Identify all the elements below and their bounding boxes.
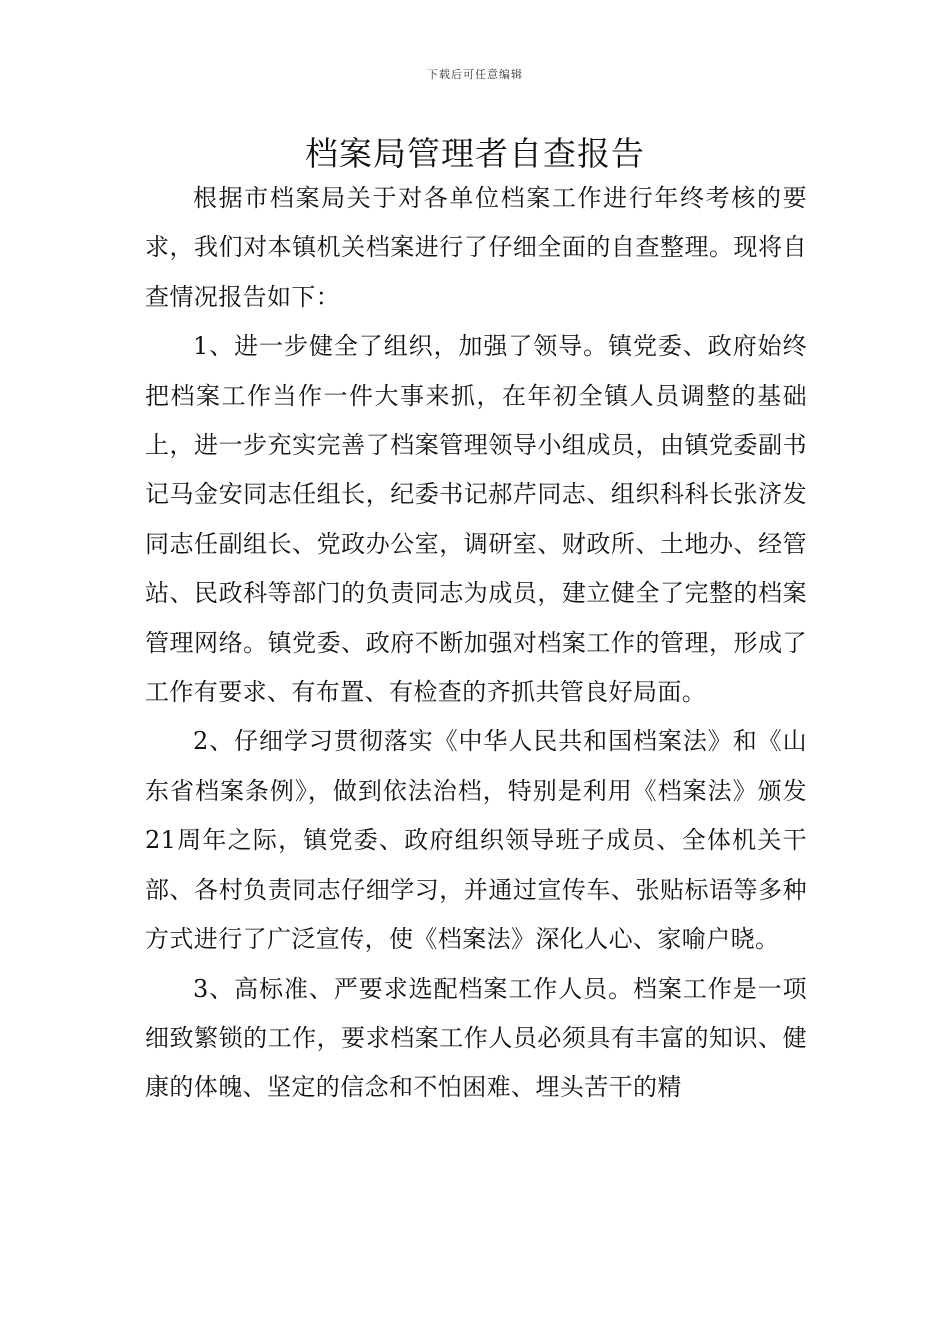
paragraph-item-2: 2、仔细学习贯彻落实《中华人民共和国档案法》和《山东省档案条例》，做到依法治档，特别是利用《档案法》颁发21周年之际，镇党委、政府组织领导班子成员、全体机关干部、各村负责同志仔细学习，并通过宣传车、张贴标语等多种方式进行了广泛宣传，使《档案法》深化人心、家喻户晓。 xyxy=(145,727,807,954)
document-body xyxy=(145,174,807,1113)
paragraph-item-3: 3、高标准、严要求选配档案工作人员。档案工作是一项细致繁锁的工作，要求档案工作人员必须具有丰富的知识、健康的体魄、坚定的信念和不怕困难、埋头苦干的精 xyxy=(145,974,807,1102)
paragraph-item-1: 1、进一步健全了组织，加强了领导。镇党委、政府始终把档案工作当作一件大事来抓，在年初全镇人员调整的基础上，进一步充实完善了档案管理领导小组成员，由镇党委副书记马金安同志任组长，纪委书记郝芹同志、组织科科长张济发同志任副组长、党政办公室，调研室、财政所、土地办、经管站、民政科等部门的负责同志为成员，建立健全了完整的档案管理网络。镇党委、政府不断加强对档案工作的管理，形成了工作有要求、有布置、有检查的齐抓共管良好局面。 xyxy=(145,332,807,707)
header-note: 下载后可任意编辑 xyxy=(427,68,523,81)
paragraph-intro: 根据市档案局关于对各单位档案工作进行年终考核的要求，我们对本镇机关档案进行了仔细全面的自查整理。现将自查情况报告如下： xyxy=(145,184,807,311)
document-title: 档案局管理者自查报告 xyxy=(305,134,645,173)
